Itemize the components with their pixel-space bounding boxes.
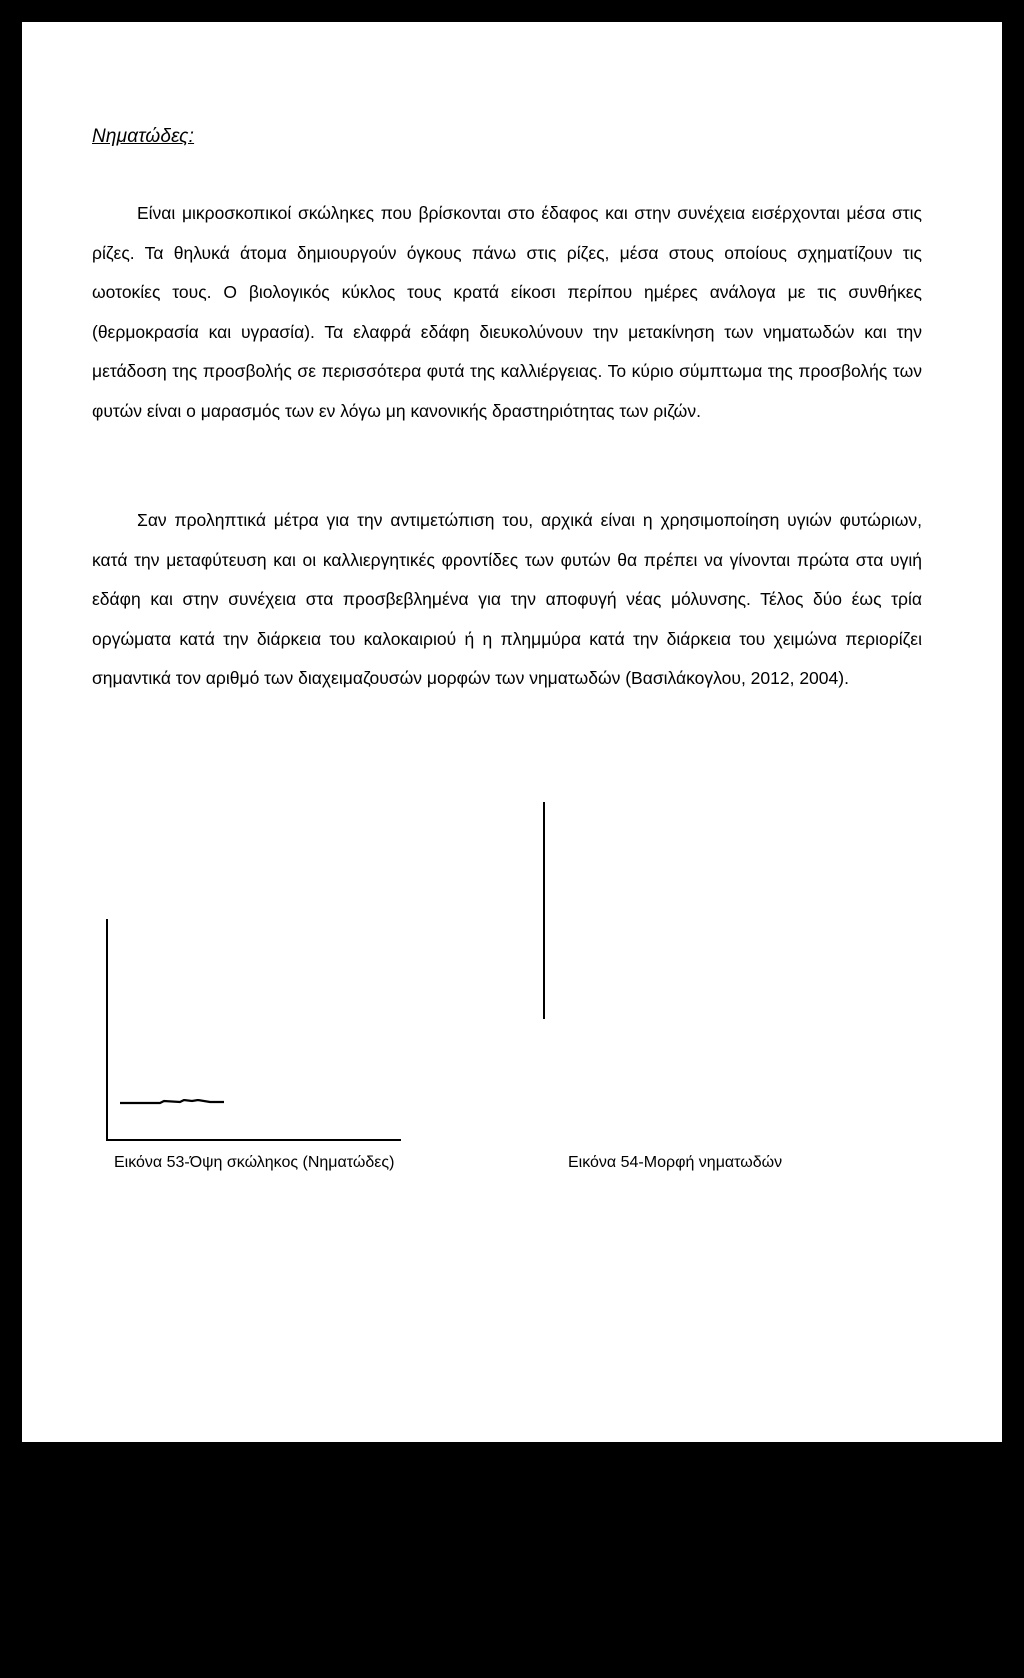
paragraph-prevention: Σαν προληπτικά μέτρα για την αντιμετώπιση του, αρχικά είναι η χρησιμοποίηση υγιών φυτώριων, κατά την μεταφύτευση και οι καλλιεργητικές φροντίδες των φυτών θα πρέπει να γίνονται πρώτα στα υγιή εδάφη και στην συνέχεια στα προσβεβλημένα για την αποφυγή νέας μόλυνσης. Τέλος δύο έως τρία οργώματα κατά την διάρκεια του καλοκαιριού ή η πλημμύρα κατά την διάρκεια του χειμώνα περιορίζει σημαντικά τον αριθμό των διαχειμαζουσών μορφών των νηματωδών (Βασιλάκογλου, 2012, 2004). xyxy=(92,510,922,688)
figure-nematode-form xyxy=(543,802,545,1019)
section-heading: Νηματώδες: xyxy=(92,126,195,147)
figure-frame-left xyxy=(106,919,108,1139)
figure-nematode-worm xyxy=(106,919,401,1141)
figure-caption-left: Εικόνα 53-Όψη σκώληκος (Νηματώδες) xyxy=(114,1154,395,1171)
document-page xyxy=(22,22,1002,1442)
figure-frame-bottom xyxy=(106,1139,401,1141)
page-number: Σελίδα 47 xyxy=(850,1657,926,1677)
paragraph-description: Είναι μικροσκοπικοί σκώληκες που βρίσκονται στο έδαφος και στην συνέχεια εισέρχονται μέσα στις ρίζες. Τα θηλυκά άτομα δημιουργούν όγκους πάνω στις ρίζες, μέσα στους οποίους σχηματίζουν τις ωοτοκίες τους. Ο βιολογικός κύκλος τους κρατά είκοσι περίπου ημέρες ανάλογα με τις συνθήκες (θερμοκρασία και υγρασία). Τα ελαφρά εδάφη διευκολύνουν την μετακίνηση των νηματωδών και την μετάδοση της προσβολής σε περισσότερα φυτά της καλλιέργειας. Το κύριο σύμπτωμα της προσβολής των φυτών είναι ο μαρασμός των εν λόγω μη κανονικής δραστηριότητας των ριζών. xyxy=(92,203,922,421)
figure-caption-right: Εικόνα 54-Μορφή νηματωδών xyxy=(568,1154,783,1171)
nematode-worm-image xyxy=(120,1099,224,1105)
footer-rule xyxy=(84,1642,929,1645)
